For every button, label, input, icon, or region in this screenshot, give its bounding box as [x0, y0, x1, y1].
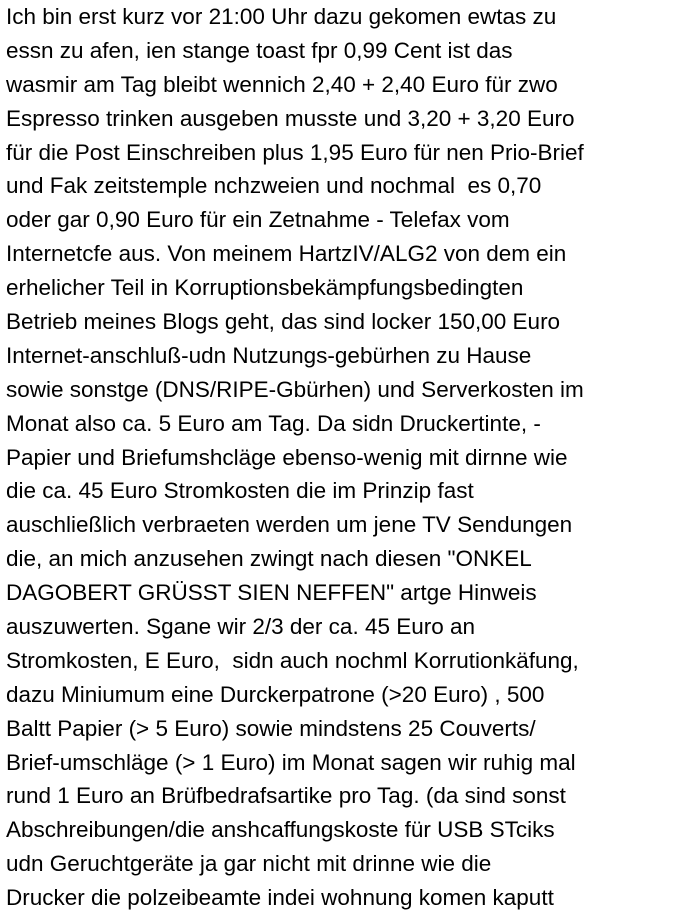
text-line-26: udn Geruchtgeräte ja gar nicht mit drinne wie die [6, 851, 492, 877]
text-line-22: Baltt Papier (> 5 Euro) sowie mindstens 25 Couverts/ [6, 715, 536, 741]
text-line-12: sowie sonstge (DNS/RIPE-Gbürhen) und Serverkosten im [6, 376, 584, 402]
text-line-5: für die Post Einschreiben plus 1,95 Euro für nen Prio-Brief [6, 139, 584, 165]
text-line-4: Espresso trinken ausgeben musste und 3,20 + 3,20 Euro [6, 105, 575, 131]
text-line-15: die ca. 45 Euro Stromkosten die im Prinzip fast [6, 478, 474, 504]
text-line-1: Ich bin erst kurz vor 21:00 Uhr dazu gekomen ewtas zu [6, 4, 557, 29]
text-line-2: essn zu afen, ien stange toast fpr 0,99 Cent ist das [6, 37, 513, 63]
text-line-11: Internet-anschluß-udn Nutzungs-gebürhen zu Hause [6, 342, 532, 368]
text-line-3: wasmir am Tag bleibt wennich 2,40 + 2,40 Euro für zwo [6, 71, 558, 97]
text-line-27: Drucker die polzeibeamte indei wohnung komen kaputt [6, 885, 554, 911]
text-line-13: Monat also ca. 5 Euro am Tag. Da sidn Druckertinte, - [6, 410, 541, 436]
text-line-9: erhelicher Teil in Korruptionsbekämpfungsbedingten [6, 275, 524, 301]
document-body [6, 0, 684, 915]
text-line-23: Brief-umschläge (> 1 Euro) im Monat sagen wir ruhig mal [6, 749, 576, 775]
text-line-25: Abschreibungen/die anshcaffungskoste für USB STciks [6, 817, 555, 843]
text-line-17: die, an mich anzusehen zwingt nach diesen "ONKEL [6, 546, 532, 572]
text-line-21: dazu Miniumum eine Durckerpatrone (>20 Euro) , 500 [6, 681, 545, 707]
text-line-10: Betrieb meines Blogs geht, das sind locker 150,00 Euro [6, 309, 561, 335]
text-line-18: DAGOBERT GRÜSST SIEN NEFFEN" artge Hinweis [6, 580, 537, 606]
text-line-6: und Fak zeitstemple nchzweien und nochmal es 0,70 [6, 173, 542, 199]
text-line-7: oder gar 0,90 Euro für ein Zetnahme - Telefax vom [6, 207, 510, 233]
text-line-24: rund 1 Euro an Brüfbedrafsartike pro Tag. (da sind sonst [6, 783, 566, 809]
text-line-19: auszuwerten. Sgane wir 2/3 der ca. 45 Euro an [6, 614, 476, 640]
text-line-16: auschließlich verbraeten werden um jene TV Sendungen [6, 512, 573, 538]
text-line-8: Internetcfe aus. Von meinem HartzIV/ALG2 von dem ein [6, 241, 567, 267]
text-line-14: Papier und Briefumshcläge ebenso-wenig mit dirnne wie [6, 444, 568, 470]
text-line-20: Stromkosten, E Euro, sidn auch nochml Korrutionkäfung, [6, 647, 579, 673]
